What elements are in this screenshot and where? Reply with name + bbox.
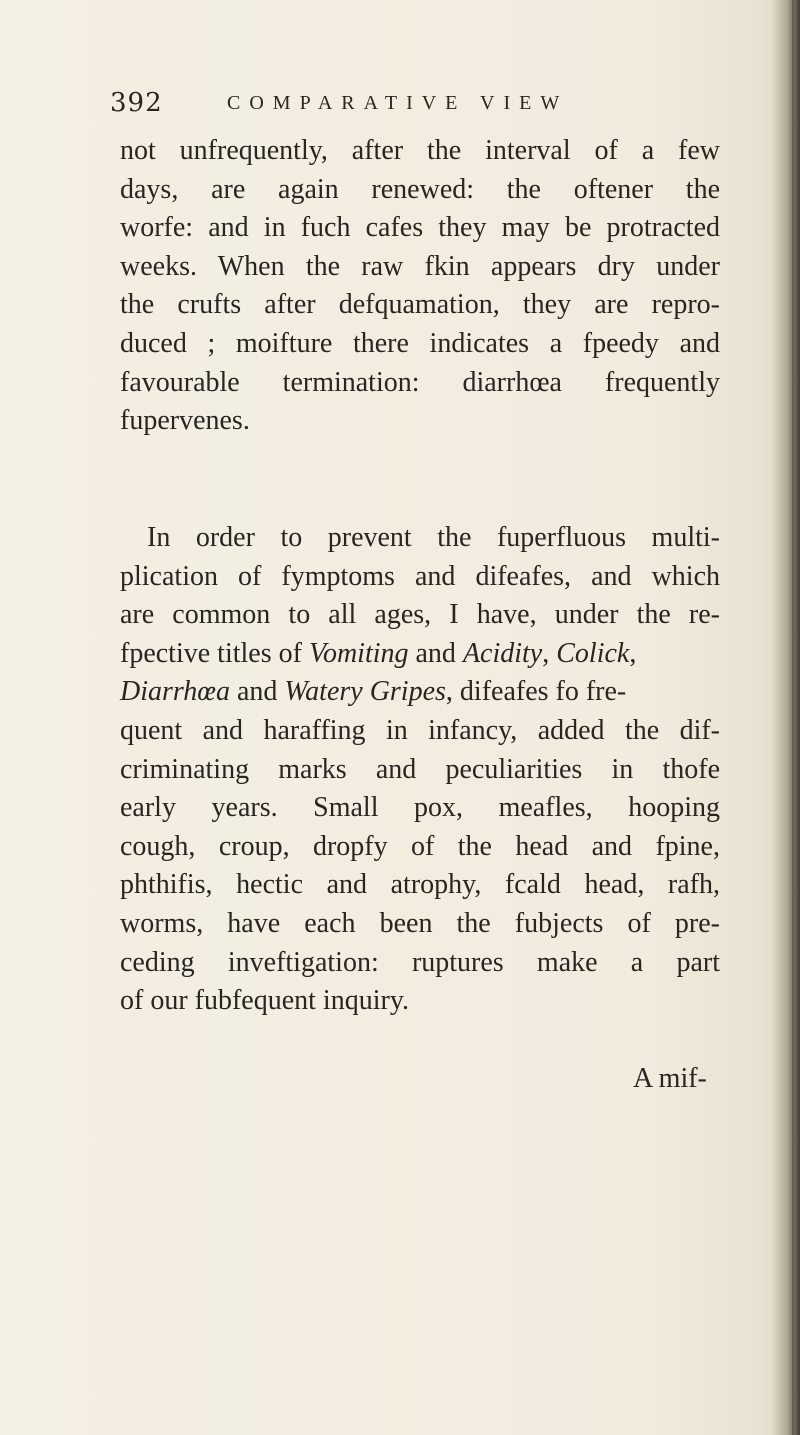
text-line: not unfrequently, after the interval of a few — [120, 135, 720, 166]
catchword: A mif- — [633, 1063, 707, 1094]
text-line: favourable termination: diarrhœa frequently — [120, 366, 720, 398]
page-edge-line — [792, 0, 794, 1435]
italic-term-colick: Colick — [556, 637, 630, 669]
text-line: ceding inveftigation: ruptures make a part — [120, 946, 720, 978]
text-line: criminating marks and peculiarities in thofe — [120, 753, 720, 785]
text-line: of our fubfequent inquiry. — [120, 985, 409, 1017]
paragraph-2 — [120, 519, 720, 1021]
text-line: early years. Small pox, meafles, hooping — [120, 792, 720, 824]
page-binding-shadow — [772, 0, 800, 1435]
text-line: duced ; moifture there indicates a fpeedy and — [120, 327, 720, 359]
text-fragment: , difeafes fo fre- — [445, 676, 627, 708]
text-fragment: and — [408, 637, 463, 669]
italic-term-diarrhoea: Diarrhœa — [120, 676, 230, 708]
text-line: quent and haraffing in infancy, added the dif- — [120, 714, 720, 746]
text-fragment: and — [229, 676, 285, 708]
text-line: weeks. When the raw fkin appears dry under — [120, 250, 720, 282]
text-line: plication of fymptoms and difeafes, and which — [120, 560, 720, 592]
text-line: worfe: and in fuch cafes they may be protracted — [120, 212, 720, 244]
text-fragment: , — [542, 637, 557, 669]
text-line: are common to all ages, I have, under the re- — [120, 599, 720, 631]
running-head: COMPARATIVE VIEW — [227, 92, 569, 114]
italic-term-acidity: Acidity — [462, 637, 543, 669]
text-line: worms, have each been the fubjects of pre- — [120, 907, 720, 939]
page-number: 392 — [110, 88, 163, 118]
text-line: cough, croup, dropfy of the head and fpine, — [120, 830, 720, 862]
text-line: phthifis, hectic and atrophy, fcald head, rafh, — [120, 869, 720, 901]
text-line: days, are again renewed: the oftener the — [120, 173, 720, 205]
paragraph-1 — [120, 132, 720, 441]
text-line: In order to prevent the fuperfluous multi- — [147, 522, 720, 553]
text-line-with-italics — [120, 635, 720, 674]
italic-term-watery-gripes: Watery Gripes — [284, 676, 446, 708]
text-line: the crufts after defquamation, they are repro- — [120, 289, 720, 321]
page-header — [110, 88, 670, 128]
text-line-with-italics — [120, 673, 720, 712]
text-fragment: fpective titles of — [120, 637, 309, 669]
text-fragment: , — [629, 637, 637, 669]
italic-term-vomiting: Vomiting — [308, 637, 409, 669]
text-line: fupervenes. — [120, 405, 250, 437]
